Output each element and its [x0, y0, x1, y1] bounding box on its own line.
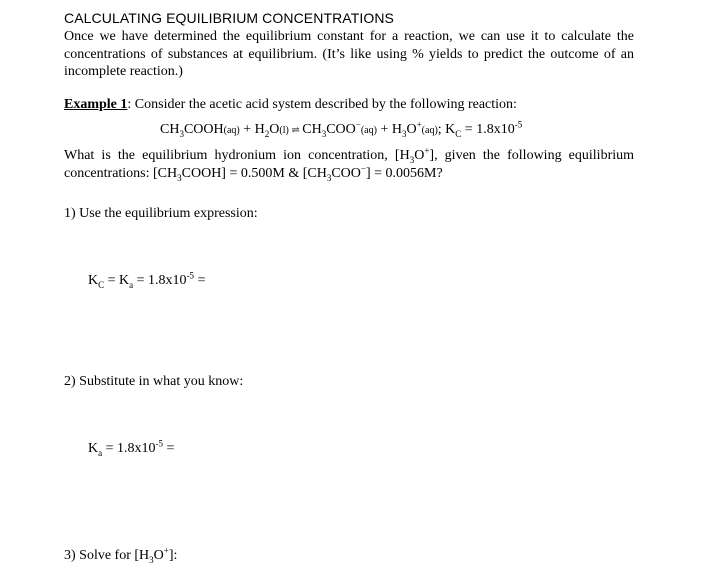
example-lead: : Consider the acetic acid system described by the following reaction:	[127, 97, 517, 112]
example-line	[64, 96, 517, 113]
question-paragraph: What is the equilibrium hydronium ion concentration, $[H_3O^+]$, given the following equilibrium concentrations: $[CH_3COOH] = 0.500M$ & $[CH_3COO^-] = 0.0056M$?	[64, 145, 635, 183]
equilibrium-expression-1: $K_C = K_a = 1.8x10^{-5}$ =	[88, 270, 206, 290]
equilibrium-arrow: ⇌	[288, 125, 303, 136]
page-title: CALCULATING EQUILIBRIUM CONCENTRATIONS	[64, 10, 394, 26]
equilibrium-expression-2: $K_a = 1.8x10^{-5}$ =	[88, 438, 175, 458]
step-2: 2) Substitute in what you know:	[64, 374, 244, 389]
intro-paragraph: Once we have determined the equilibrium constant for a reaction, we can use it to calculate the concentrations of substances at equilibrium. (It’s like using % yields to predict the outcome of an incomplete reaction.)	[64, 29, 634, 79]
step-3: 3) Solve for $[H_3O^+]$:	[64, 545, 178, 565]
reaction-equation: $CH_3COOH(aq) + H_2O(l)$ ⇌ $CH_3COO^-(aq) + H_3O^+(aq)$; $K_C = 1.8x10^{-5}$	[160, 119, 523, 139]
example-label: Example 1	[64, 97, 128, 112]
step-1: 1) Use the equilibrium expression:	[64, 206, 258, 221]
